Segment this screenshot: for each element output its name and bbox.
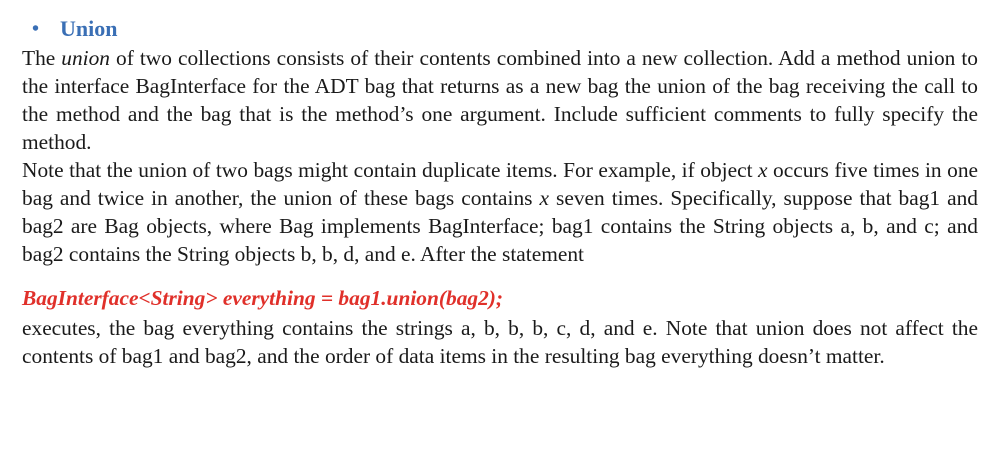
para1-text-rest: of two collections consists of their contents combined into a new collection. Add a method union to the interface BagInterface for the ADT bag that returns as a new bag the union of the bag receiving the call to the method and the bag that is the method’s one argument. Include sufficient comments to fully specify the method. [22,46,978,154]
para1-text-start: The [22,46,62,70]
para2-text-rest: seven times. Specifically, suppose that bag1 and bag2 are Bag objects, where Bag implements BagInterface; bag1 contains the String objects a, b, and c; and bag2 contains the String objects b, b, d, and e. After the statement [22,186,978,266]
paragraph-result: executes, the bag everything contains the strings a, b, b, b, c, d, and e. Note that union does not affect the contents of bag1 and bag2, and the order of data items in the resulting bag everything doesn’t matter. [22,316,978,368]
code-statement: BagInterface<String> everything = bag1.union(bag2); [22,286,504,310]
section-heading [22,14,978,44]
para2-text-start: Note that the union of two bags might contain duplicate items. For example, if object [22,158,759,182]
bullet-icon: • [32,17,40,40]
variable-x: x [758,158,768,182]
paragraph-union-definition [22,44,978,156]
variable-x-second: x [539,186,549,210]
document-page [22,0,978,370]
para2-text-middle: occurs five times in one bag and twice in another, the union of these bags contains [22,158,979,210]
union-emphasis: union [61,46,111,70]
section-title: Union [60,16,118,41]
paragraph-duplicates-note [22,156,978,268]
